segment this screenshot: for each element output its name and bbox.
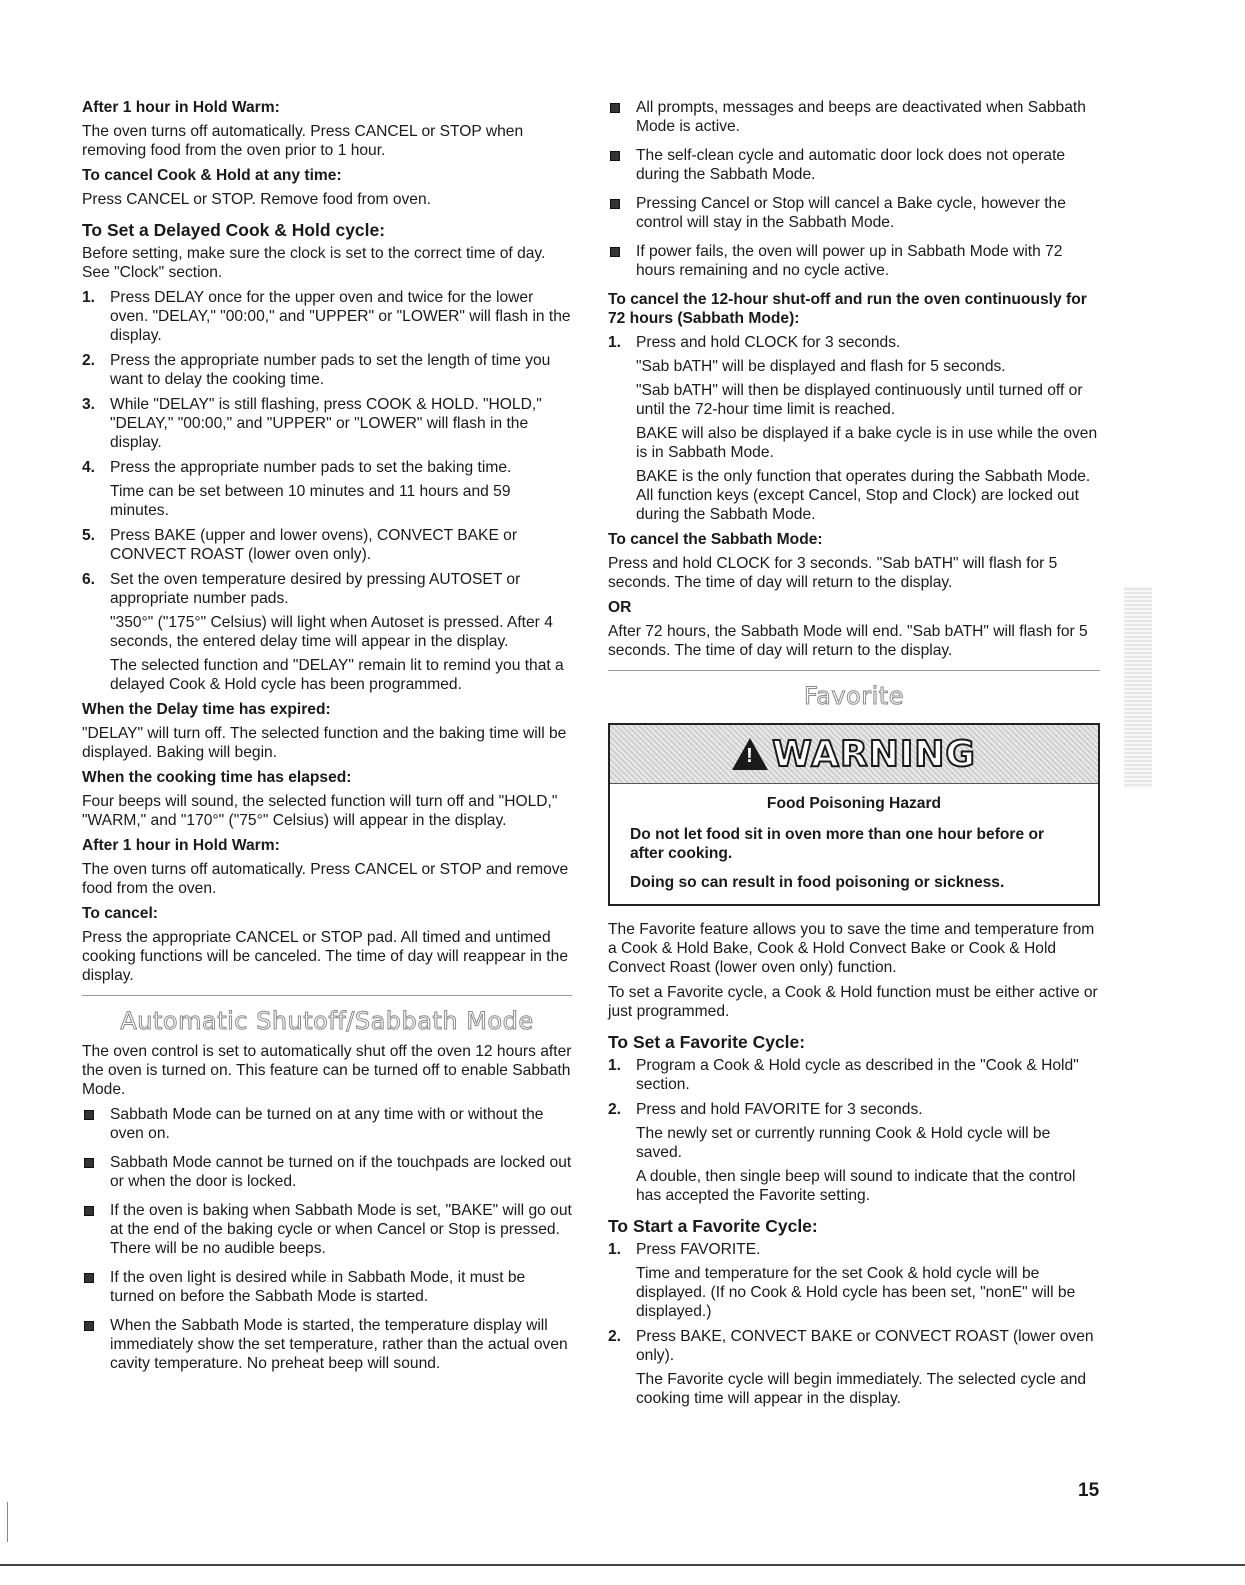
step-text: Press FAVORITE. [636,1241,761,1258]
warning-triangle-icon: ! [732,738,768,770]
list-item [608,98,1100,136]
list-item [608,1056,1100,1094]
list-item [82,395,572,452]
edge-mark [7,1502,8,1542]
step-text: The Favorite cycle will begin immediately. The selected cycle and cooking time will appear in the display. [636,1371,1087,1407]
step-text: Time can be set between 10 minutes and 11 hours and 59 minutes. [110,483,511,519]
bullet-text: Sabbath Mode cannot be turned on if the touchpads are locked out or when the door is locked. [110,1154,572,1190]
bullet-square-icon [84,1206,94,1216]
paragraph: Four beeps will sound, the selected function will turn off and "HOLD," "WARM," and "170°" ("75°" Celsius) will appear in the display. [82,793,558,829]
step-number: 1. [608,1057,622,1074]
sabbath-bullets-continued [608,98,1100,280]
step-number: 1. [82,289,96,306]
warning-box [608,723,1100,906]
bullet-text: Sabbath Mode can be turned on at any time with or without the oven on. [110,1106,544,1142]
bullet-square-icon [610,247,620,257]
list-item [82,1316,572,1373]
heading-hold-warm: After 1 hour in Hold Warm: [82,99,280,116]
list-item [82,1105,572,1143]
step-text: BAKE will also be displayed if a bake cycle is in use while the oven is in Sabbath Mode. [636,425,1098,461]
paragraph: Press the appropriate CANCEL or STOP pad. All timed and untimed cooking functions will be canceled. The time of day will reappear in the display. [82,929,568,984]
bullet-text: Pressing Cancel or Stop will cancel a Bake cycle, however the control will stay in the Sabbath Mode. [636,195,1066,231]
bottom-edge-line [0,1564,1245,1566]
paragraph: The Favorite feature allows you to save the time and temperature from a Cook & Hold Bake, Cook & Hold Convect Bake or Cook & Hold Convect Roast (lower oven only) function. [608,921,1095,976]
list-item [82,288,572,345]
bullet-square-icon [84,1273,94,1283]
divider [82,995,572,996]
section-title-favorite: Favorite [804,682,904,710]
paragraph: The oven turns off automatically. Press CANCEL or STOP when removing food from the oven prior to 1 hour. [82,123,524,159]
right-column [608,98,1100,1414]
paragraph: The oven control is set to automatically shut off the oven 12 hours after the oven is turned on. This feature can be turned off to enable Sabbath Mode. [82,1043,572,1098]
warning-sign [732,733,976,775]
bullet-text: All prompts, messages and beeps are deactivated when Sabbath Mode is active. [636,99,1086,135]
heading-cancel-sabbath: To cancel the Sabbath Mode: [608,531,823,548]
bullet-square-icon [84,1158,94,1168]
step-number: 4. [82,459,96,476]
heading-start-favorite: To Start a Favorite Cycle: [608,1216,818,1236]
step-number: 3. [82,396,96,413]
bullet-text: When the Sabbath Mode is started, the temperature display will immediately show the set temperature, rather than the actual oven cavity temperature. No preheat beep will sound. [110,1317,568,1372]
bullet-square-icon [84,1321,94,1331]
step-text: Press and hold FAVORITE for 3 seconds. [636,1101,923,1118]
list-item [608,194,1100,232]
step-text: Program a Cook & Hold cycle as described in the "Cook & Hold" section. [636,1057,1079,1093]
list-item [608,333,1100,524]
step-number: 2. [608,1328,622,1345]
paragraph: Press CANCEL or STOP. Remove food from oven. [82,191,431,208]
step-text: "350°" ("175°" Celsius) will light when Autoset is pressed. After 4 seconds, the entered delay time will appear in the display. [110,614,553,650]
step-text: Press and hold CLOCK for 3 seconds. [636,334,901,351]
step-number: 1. [608,334,622,351]
heading-set-favorite: To Set a Favorite Cycle: [608,1032,806,1052]
step-text: "Sab bATH" will be displayed and flash for 5 seconds. [636,358,1006,375]
bullet-text: If the oven is baking when Sabbath Mode is set, "BAKE" will go out at the end of the baking cycle or when Cancel or Stop is pressed. There will be no audible beeps. [110,1202,572,1257]
step-text: The newly set or currently running Cook & Hold cycle will be saved. [636,1125,1051,1161]
heading-delay-expired: When the Delay time has expired: [82,701,331,718]
paragraph: Press and hold CLOCK for 3 seconds. "Sab bATH" will flash for 5 seconds. The time of day will return to the display. [608,555,1058,591]
list-item [82,458,572,520]
bullet-square-icon [84,1110,94,1120]
paragraph: The oven turns off automatically. Press CANCEL or STOP and remove food from the oven. [82,861,569,897]
heading-hold-warm-2: After 1 hour in Hold Warm: [82,837,280,854]
step-number: 6. [82,571,96,588]
warning-banner [610,725,1098,784]
step-text: Press BAKE (upper and lower ovens), CONVECT BAKE or CONVECT ROAST (lower oven only). [110,527,518,563]
bullet-text: The self-clean cycle and automatic door lock does not operate during the Sabbath Mode. [636,147,1066,183]
step-text: The selected function and "DELAY" remain lit to remind you that a delayed Cook & Hold cycle has been programmed. [110,657,564,693]
heading-cooking-elapsed: When the cooking time has elapsed: [82,769,352,786]
heading-cancel-shutoff: To cancel the 12-hour shut-off and run the oven continuously for 72 hours (Sabbath Mode): [608,291,1087,327]
paragraph: After 72 hours, the Sabbath Mode will end. "Sab bATH" will flash for 5 seconds. The time of day will return to the display. [608,623,1088,659]
warning-hazard: Food Poisoning Hazard [766,795,942,812]
step-text: Press DELAY once for the upper oven and twice for the lower oven. "DELAY," "00:00," and "UPPER" or "LOWER" will flash in the display. [110,289,571,344]
list-item [608,1100,1100,1205]
heading-cancel-cook-hold: To cancel Cook & Hold at any time: [82,167,342,184]
step-text: Press the appropriate number pads to set the length of time you want to delay the cooking time. [110,352,551,388]
list-item [82,351,572,389]
step-number: 5. [82,527,96,544]
or-label: OR [608,599,632,616]
divider [608,670,1100,671]
list-item [82,1268,572,1306]
list-item [82,1201,572,1258]
delayed-steps-list [82,288,572,694]
step-text: Set the oven temperature desired by pressing AUTOSET or appropriate number pads. [110,571,521,607]
warning-line: Doing so can result in food poisoning or sickness. [630,874,1005,891]
warning-word: WARNING [772,733,976,775]
step-text: Time and temperature for the set Cook & hold cycle will be displayed. (If no Cook & Hold cycle has been set, "nonE" will be displayed.) [636,1265,1076,1320]
step-number: 2. [608,1101,622,1118]
heading-delayed-cook-hold: To Set a Delayed Cook & Hold cycle: [82,220,386,240]
paragraph: Before setting, make sure the clock is set to the correct time of day. See "Clock" section. [82,245,546,281]
sabbath-steps-list [608,333,1100,524]
list-item [608,146,1100,184]
list-item [608,1240,1100,1321]
warning-line: Do not let food sit in oven more than one hour before or after cooking. [630,826,1045,862]
bullet-square-icon [610,151,620,161]
list-item [608,242,1100,280]
page-number: 15 [1078,1480,1100,1501]
list-item [82,1153,572,1191]
section-title-sabbath: Automatic Shutoff/Sabbath Mode [120,1007,534,1035]
bullet-text: If the oven light is desired while in Sabbath Mode, it must be turned on before the Sabbath Mode is started. [110,1269,526,1305]
side-tab-graphic [1124,586,1152,788]
list-item [82,570,572,694]
step-text: Press BAKE, CONVECT BAKE or CONVECT ROAST (lower oven only). [636,1328,1094,1364]
step-number: 2. [82,352,96,369]
bullet-square-icon [610,199,620,209]
sabbath-bullets [82,1105,572,1373]
step-text: Press the appropriate number pads to set the baking time. [110,459,512,476]
set-favorite-steps [608,1056,1100,1205]
step-number: 1. [608,1241,622,1258]
step-text: BAKE is the only function that operates during the Sabbath Mode. All function keys (except Cancel, Stop and Clock) are locked out during the Sabbath Mode. [636,468,1091,523]
list-item [82,526,572,564]
step-text: A double, then single beep will sound to indicate that the control has accepted the Favorite setting. [636,1168,1076,1204]
list-item [608,1327,1100,1408]
heading-cancel: To cancel: [82,905,158,922]
bullet-square-icon [610,103,620,113]
paragraph: To set a Favorite cycle, a Cook & Hold function must be either active or just programmed. [608,984,1098,1020]
step-text: "Sab bATH" will then be displayed continuously until turned off or until the 72-hour time limit is reached. [636,382,1083,418]
warning-body [610,784,1098,904]
step-text: While "DELAY" is still flashing, press COOK & HOLD. "HOLD," "DELAY," "00:00," and "UPPER" or "LOWER" will flash in the display. [110,396,542,451]
bullet-text: If power fails, the oven will power up in Sabbath Mode with 72 hours remaining and no cycle active. [636,243,1063,279]
start-favorite-steps [608,1240,1100,1408]
paragraph: "DELAY" will turn off. The selected function and the baking time will be displayed. Baking will begin. [82,725,567,761]
left-column [82,98,572,1383]
